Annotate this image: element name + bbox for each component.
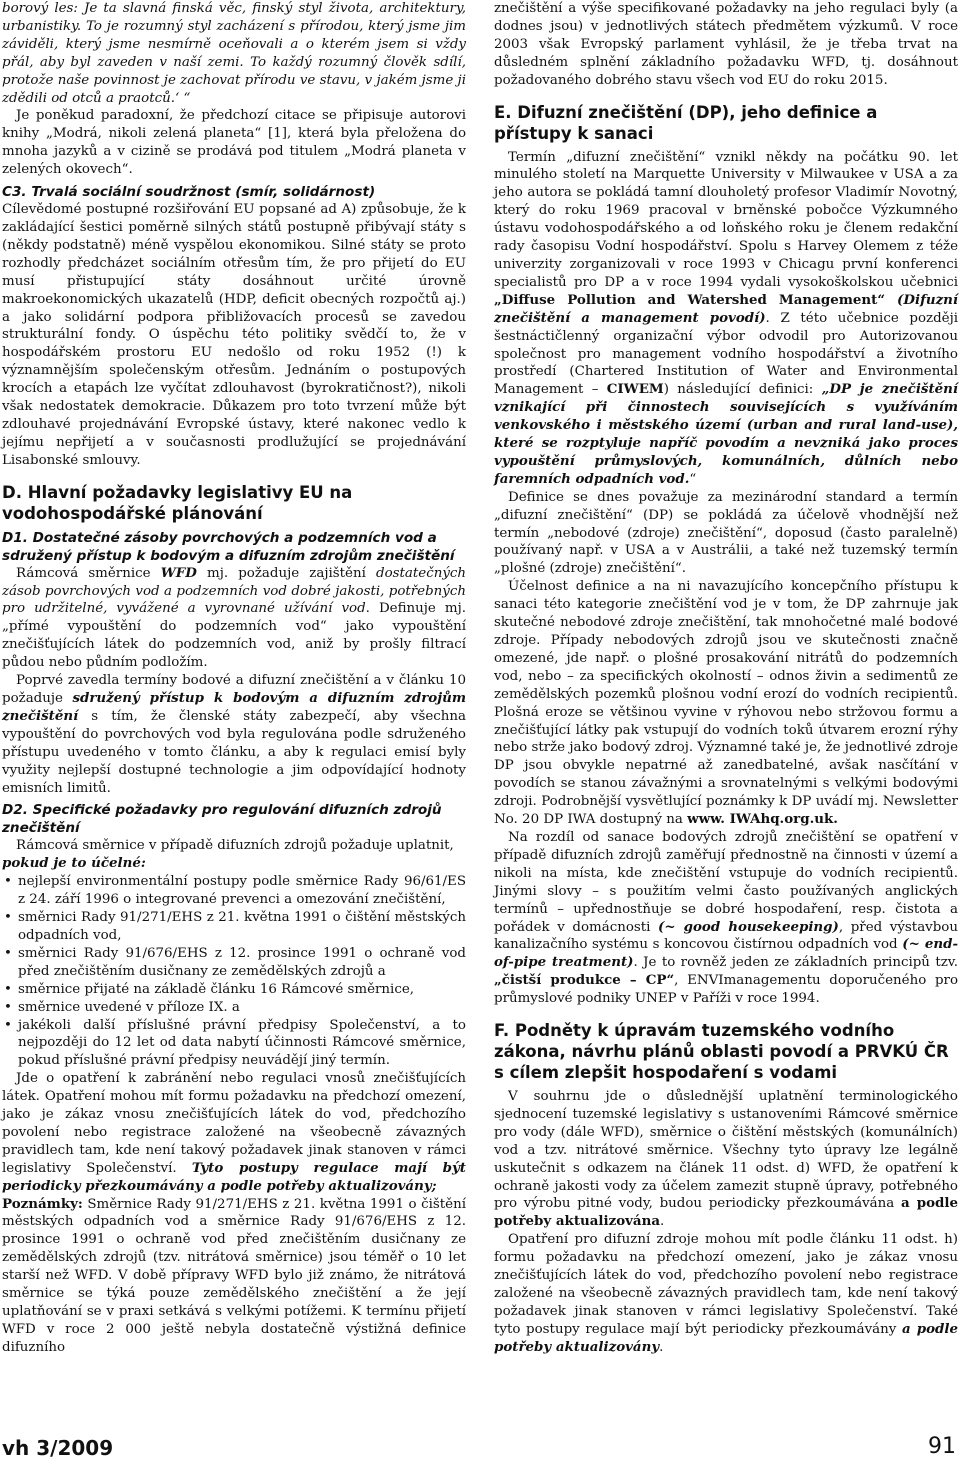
- section-c3-heading: C3. Trvalá sociální soudržnost (smír, solidárnost): [2, 184, 376, 201]
- list-item: • směrnice přijaté na základě článku 16 Rámcové směrnice,: [4, 981, 415, 997]
- issue-label: vh 3/2009: [2, 1436, 114, 1460]
- list-item: • směrnice uvedené v příloze IX. a: [4, 999, 240, 1015]
- section-c3-paragraph: Cílevědomé postupné rozšiřování EU popsané ad A) způsobuje, že k zakládající šestici poměrně silných států postupně přibývají státy s (někdy podstatně) méně vyspělou ekonomikou. Silné státy se proto rozhodly předcházet sociálním otřesům tím, že pro přijetí do EU musí přistupující státy dosáhnout určité úrovně makroekonomických ukazatelů (HDP, deficit obecných rozpočtů aj.) a jako solidární podpora přibližovacích procesů se zavedou strukturální fondy. O úspěchu této politiky svědčí to, že v hospodářském prostoru EU nedošlo od roku 1952 (!) k významnějším společenským otřesům. Jednáním o postupových krocích a etapách lze vyčítat zdlouhavost (byrokratičnost?), nikoli však nedostatek demokracie. Důkazem pro toto tvrzení může být zdlouhavé projednávání Evropské ústavy, které nakonec vedlo k jejímu nepřijetí a v současnosti prodlužující se projednávání Lisabonské smlouvy.: [2, 202, 466, 468]
- notes-paragraph: Poznámky: Směrnice Rady 91/271/EHS z 21. května 1991 o čištění městských odpadních vod a směrnice Rady 91/676/EHS z 12. prosince 1991 o ochraně vod před znečištěním dusičnany ze zemědělských zdrojů (tzv. nitrátová směrnice) jsou téměř o 10 let starší než WFD. V době přípravy WFD bylo již známo, že nitrátová směrnice se týká pouze zemědělského znečištění a že její uplatňování se v praxi setkává s velkými potížemi. K termínu přijetí WFD v roce 2 000 ještě nebyla dostatečně výstižná definice difuzního: [2, 1195, 466, 1355]
- list-item: • jakékoli další příslušné právní předpisy Společenství, a to nejpozději do 12 let od data nabytí účinnosti Rámcové směrnice, pokud příslušné právní předpisy neuvádějí jiný termín.: [4, 1017, 466, 1069]
- bullet-icon: •: [4, 981, 12, 997]
- section-d1-paragraph-2: Poprvé zavedla termíny bodové a difuzní znečištění a v článku 10 požaduje sdružený přístup k bodovým a difuzním zdrojům znečištění s tím, že členské státy zabezpečí, aby všechna vypouštění do povrchových vod byla regulována podle sdruženého přístupu uvedeného v tomto článku, a aby k regulaci emisí byly využity nejlepší dostupné technologie a jim odpovídající hodnoty emisních limitů.: [2, 673, 466, 796]
- directive-list: [2, 873, 466, 1070]
- bullet-icon: •: [4, 874, 12, 890]
- section-d2-heading: D2. Specifické požadavky pro regulování difuzních zdrojů znečištění: [2, 802, 442, 837]
- bullet-icon: •: [4, 999, 12, 1015]
- section-f-paragraph-2: Opatření pro difuzní zdroje mohou mít podle článku 11 odst. h) formu požadavku na předchozí omezení, jako je zákaz vnosu znečišťujících látek do vod, předchozího povolení nebo registrace založené na všeobecně závazných pravidlech tam, kde není takový požadavek jinak stanoven v rámci legislativy Společenství. Také tyto postupy regulace mají být periodicky přezkoumávány a podle potřeby aktualizovány.: [494, 1232, 958, 1355]
- intro-quote: borový les: Je ta slavná finská věc, finský styl života, architektury, urbanistiky. To je rozumný styl zacházení s přírodou, který jsme jim záviděli, který jsme nesmírně oceňovali a o kterém jsem si vždy přál, aby byl zaveden v naší zemi. To každý rozumný člověk sdílí, protože naše povinnost je zachovat přírodu ve stavu, v jakém jsme ji zdědili od otců a praotců.‘ “: [2, 1, 466, 106]
- list-item: • směrnici Rady 91/271/EHS z 21. května 1991 o čištění městských odpadních vod,: [4, 910, 466, 943]
- section-f-paragraph-1: V souhrnu jde o důslednější uplatnění terminologického sjednocení tuzemské legislativy s ustanoveními Rámcové směrnice pro vody (dále WFD), směrnice o čištění městských (komunálních) vod a tzv. nitrátové směrnice. Všechny tyto úpravy lze legálně uskutečnit s odkazem na článek 11 odst. d) WFD, že opatření k ochraně jakosti vody za účelem zamezit stupně úpravy, potřebného pro výrobu pitné vody, budou periodicky přezkoumávána a podle potřeby aktualizována.: [494, 1089, 958, 1230]
- section-d2-paragraph-1: Rámcová směrnice v případě difuzních zdrojů požaduje uplatnit,: [16, 838, 454, 854]
- iwa-link[interactable]: www. IWAhq.org.uk.: [687, 811, 838, 828]
- section-e-paragraph-4: Na rozdíl od sanace bodových zdrojů znečištění se opatření v případě difuzních zdrojů zaměřují přednostně na činnosti v území a nikoli na místa, kde znečištění vstupuje do vodních recipientů. Jinými slovy – s použitím velmi často používaných anglických termínů – upřednostňuje se dobré hospodaření, resp. čistota a pořádek v domácnosti (~ good housekeeping), před výstavbou kanalizačního systému s koncovou čistírnou odpadních vod (~ end-of-pipe treatment). Je to rovněž jeden ze základních principů tzv. „čistší produkce – CP“, ENVImanagementu doporučeného pro průmyslové podniky UNEP v Paříži v roce 1994.: [494, 829, 958, 1007]
- bullet-icon: •: [4, 945, 12, 961]
- section-f-heading: F. Podněty k úpravám tuzemského vodního zákona, návrhu plánů oblasti povodí a PRVKÚ ČR s cílem zlepšit hospodaření s vodami: [494, 1021, 949, 1083]
- section-e-paragraph-1: Termín „difuzní znečištění“ vznikl někdy na počátku 90. let minulého století na Marquette University v Milwaukee v USA a za jeho autora se pokládá tamní dlouholetý profesor Vladimír Novotný, který do roku 1969 pracoval v brněnské pobočce Výzkumného ústavu vodohospodářského a od loňského roku je členem redakční rady časopisu Vodní hospodářství. Spolu s Harvey Olemem z téže univerzity zorganizovali v roce 1993 v Chicagu první konferenci specialistů pro DP a v roce 1994 vydali vysokoškolskou učebnici „Diffuse Pollution and Watershed Management“ (Difuzní znečištění a management povodí). Z této učebnice později šestnáctičlenný organizační výbor odvodil pro Autorizovanou společnost pro management vodního hospodářství a životního prostředí (Chartered Institution of Water and Environmental Management – CIWEM) následující definici: „DP je znečištění vznikající při činnostech souvisejících s využíváním venkovského i městského území (urban and rural land-use), které se rozptyluje napříč povodím a nevzniká jako proces vypouštění průmyslových, komunálních, důlních nebo faremních odpadních vod.“: [494, 149, 959, 487]
- list-item: • směrnici Rady 91/676/EHS z 12. prosince 1991 o ochraně vod před znečištěním dusičnany ze zemědělských zdrojů a: [4, 945, 466, 979]
- section-e-paragraph-2: Definice se dnes považuje za mezinárodní standard a termín „difuzní znečištění“ (DP) se pokládá za účelově vhodnější než termín „nebodové (zdroje) znečištění“, doposud (často paralelně) používaný např. v USA a v Austrálii, a také než tuzemský termín „plošné (zdroje) znečištění“.: [494, 489, 958, 577]
- section-d-heading: D. Hlavní požadavky legislativy EU na vodohospodářské plánování: [2, 482, 353, 523]
- section-e-paragraph-3: Účelnost definice a na ni navazujícího koncepčního přístupu k sanaci této kategorie znečištění vod je v tom, že DP zahrnuje jak skutečné nebodové zdroje znečištění, tak mnohočetné malé bodové zdroje. Případy nebodových zdrojů jsou ve skutečnosti značně omezené, jde např. o plošné prosakování nitrátů do podzemních vod, nebo – za specifických okolností – odnos živin a sedimentů ze zemědělských pozemků plošnou vodní erozí do vodních recipientů. Plošná eroze se většinou vyvine v rýhovou nebo stržovou formu a znečišťující látky pak vstupují do vodních toků útvarem erozní rýhy nebo strže jako bodový zdroj. Významné také je, že jednotlivé zdroje DP jsou obvykle nepatrné až zanedbatelné, avšak nasčítání v povodích se stanou závažnými a srovnatelnými s velkými bodovými zdroji. Podrobnější vysvětlující poznámky k DP uvádí mj. Newsletter No. 20 DP IWA dostupný na www. IWAhq.org.uk.: [494, 579, 958, 828]
- section-d1-paragraph-1: Rámcová směrnice WFD mj. požaduje zajištění dostatečných zásob povrchových vod a podzemních vod dobré jakosti, potřebných pro udržitelné, vyvážené a vyrovnané užívání vod. Definuje mj. „přímé vypouštění do podzemních vod“ jako vypouštění znečišťujících látek do podzemních vod, aniž by prošly filtrací půdou nebo půdním podložím.: [2, 564, 467, 671]
- paradox-paragraph: Je poněkud paradoxní, že předchozí citace se připisuje autorovi knihy „Modrá, nikoli zelená planeta“ [1], která byla přeložena do mnoha jazyků a v cizině se prodává pod titulem „Modrá planeta v zelených okovech“.: [2, 108, 466, 178]
- bullet-icon: •: [4, 910, 12, 926]
- section-d2-purpose: pokud je to účelné:: [2, 855, 146, 872]
- list-item: • nejlepší environmentální postupy podle směrnice Rady 96/61/ES z 24. září 1996 o integrované prevenci a omezování znečištění,: [4, 874, 466, 908]
- bullet-icon: •: [4, 1017, 12, 1033]
- page-number: 91: [928, 1434, 956, 1459]
- left-column: [2, 0, 466, 1357]
- section-d2-paragraph-2: Jde o opatření k zabránění nebo regulaci vnosů znečišťujících látek. Opatření mohou mít formu požadavku na předchozí omezení, jako je zákaz vnosu znečišťujících látek do vod, předchozího povolení nebo registrace založené na všeobecně závazných pravidlech tam, kde není takový požadavek jinak stanoven v rámci legislativy Společenství. Tyto postupy regulace mají být periodicky přezkoumávány a podle potřeby aktualizovány;: [2, 1071, 466, 1194]
- continued-paragraph: znečištění a výše specifikované požadavky na jeho regulaci byly (a dodnes jsou) v jednotlivých státech předmětem výzkumů. V roce 2003 však Evropský parlament vyhlásil, že je třeba trvat na důsledném splnění základního požadavku WFD, tj. dosáhnout požadovaného dobrého stavu všech vod EU do roku 2015.: [494, 1, 958, 88]
- section-d1-heading: D1. Dostatečné zásoby povrchových a podzemních vod a sdružený přístup k bodovým a difuzním zdrojům znečištění: [2, 529, 455, 564]
- right-column: [494, 0, 958, 1357]
- section-e-heading: E. Difuzní znečištění (DP), jeho definice a přístupy k sanaci: [494, 102, 878, 143]
